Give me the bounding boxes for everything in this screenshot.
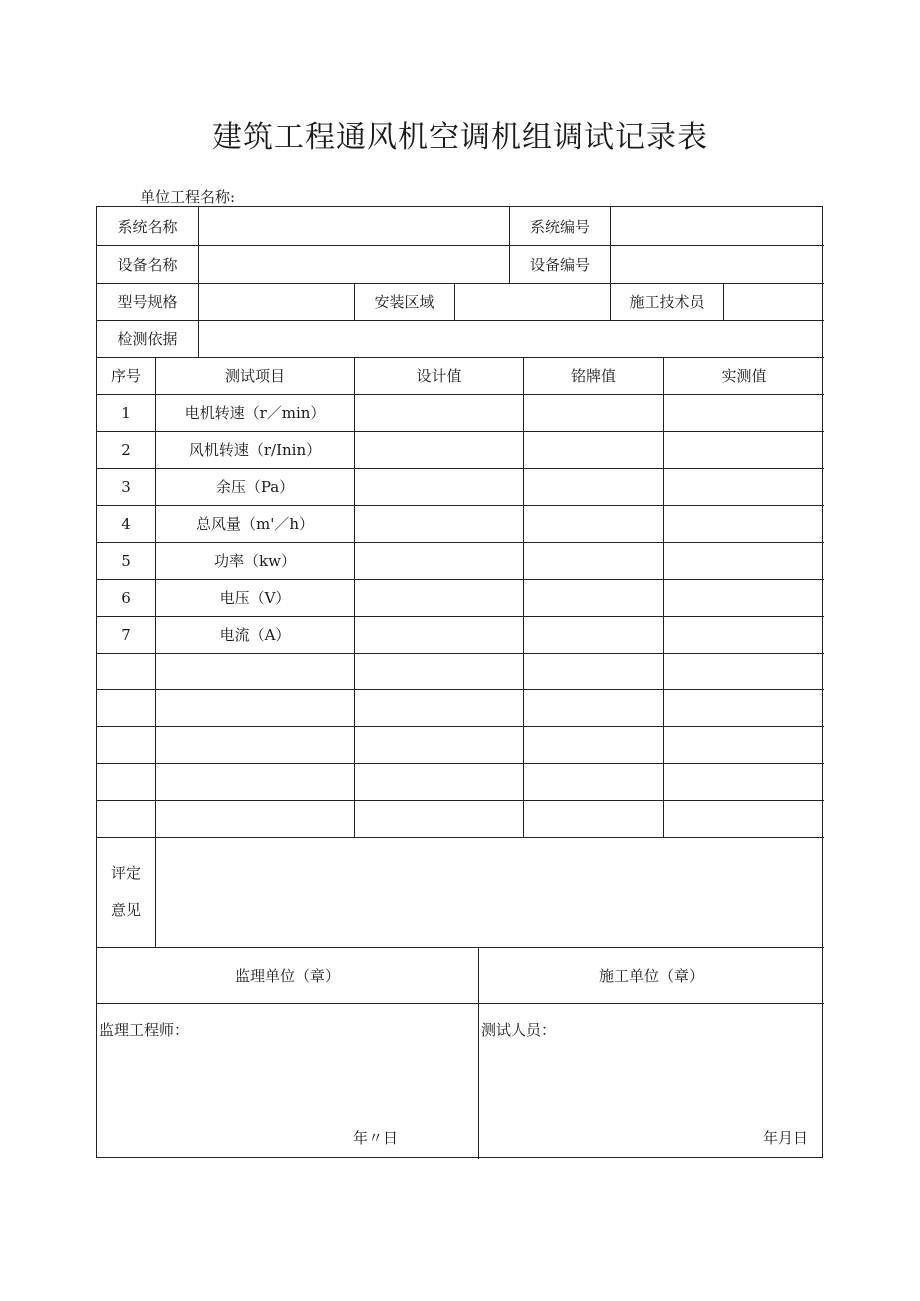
basis-label: 检测依据	[117, 330, 178, 348]
row-divider	[97, 1003, 824, 1004]
row-item: 电流（A）	[219, 626, 291, 644]
evaluation-label-line1: 评定	[110, 864, 141, 882]
tester-date: 年月日	[763, 1129, 809, 1147]
row-no: 5	[121, 551, 131, 570]
unit-project-name-label: 单位工程名称:	[140, 188, 236, 206]
evaluation-field[interactable]	[156, 837, 824, 947]
row-no: 6	[121, 588, 131, 607]
row-divider	[97, 689, 824, 690]
page-title: 建筑工程通风机空调机组调试记录表	[212, 120, 708, 155]
technician-field[interactable]	[724, 283, 824, 320]
row-item: 电机转速（r／min）	[184, 404, 326, 422]
row-divider	[97, 763, 824, 764]
col-divider	[523, 357, 524, 837]
model-field[interactable]	[199, 283, 354, 320]
row-item: 总风量（m'／h）	[195, 515, 314, 533]
tester-label: 测试人员：	[481, 1021, 557, 1039]
install-area-field[interactable]	[455, 283, 610, 320]
row-no: 2	[121, 440, 131, 459]
system-no-field[interactable]	[611, 207, 824, 245]
equipment-no-field[interactable]	[611, 245, 824, 283]
equipment-name-label: 设备名称	[117, 255, 178, 274]
row-item: 电压（V）	[219, 589, 291, 607]
install-area-label: 安装区域	[374, 293, 435, 311]
col-header-measured: 实测值	[721, 367, 767, 385]
col-divider	[663, 357, 664, 837]
col-header-nameplate: 铭牌值	[570, 367, 616, 385]
col-header-design: 设计值	[416, 367, 462, 385]
row-divider	[97, 726, 824, 727]
record-table	[96, 206, 823, 1158]
col-header-no: 序号	[110, 367, 141, 385]
row-no: 7	[121, 625, 131, 644]
supervisor-date: 年〃日	[353, 1129, 399, 1147]
evaluation-label	[97, 837, 155, 947]
system-name-field[interactable]	[199, 207, 509, 245]
system-name-label: 系统名称	[117, 217, 178, 236]
col-divider	[354, 357, 355, 837]
equipment-no-label: 设备编号	[529, 255, 590, 274]
row-item: 风机转速（r/Inin）	[188, 441, 322, 459]
evaluation-label-line2: 意见	[110, 901, 141, 919]
row-divider	[97, 800, 824, 801]
col-header-item: 测试项目	[224, 367, 285, 385]
row-item: 功率（kw）	[214, 552, 296, 570]
equipment-name-field[interactable]	[199, 245, 509, 283]
row-no: 4	[121, 514, 131, 533]
construction-unit-label: 施工单位（章）	[598, 966, 704, 985]
row-no: 3	[121, 477, 131, 496]
system-no-label: 系统编号	[529, 217, 590, 236]
basis-field[interactable]	[199, 320, 824, 357]
technician-label: 施工技术员	[629, 293, 705, 311]
row-no: 1	[121, 403, 131, 422]
supervisor-engineer-label: 监理工程师：	[99, 1021, 190, 1039]
row-divider	[97, 653, 824, 654]
supervisor-unit-label: 监理单位（章）	[234, 966, 340, 985]
row-item: 余压（Pa）	[215, 478, 295, 496]
model-label: 型号规格	[117, 293, 178, 311]
